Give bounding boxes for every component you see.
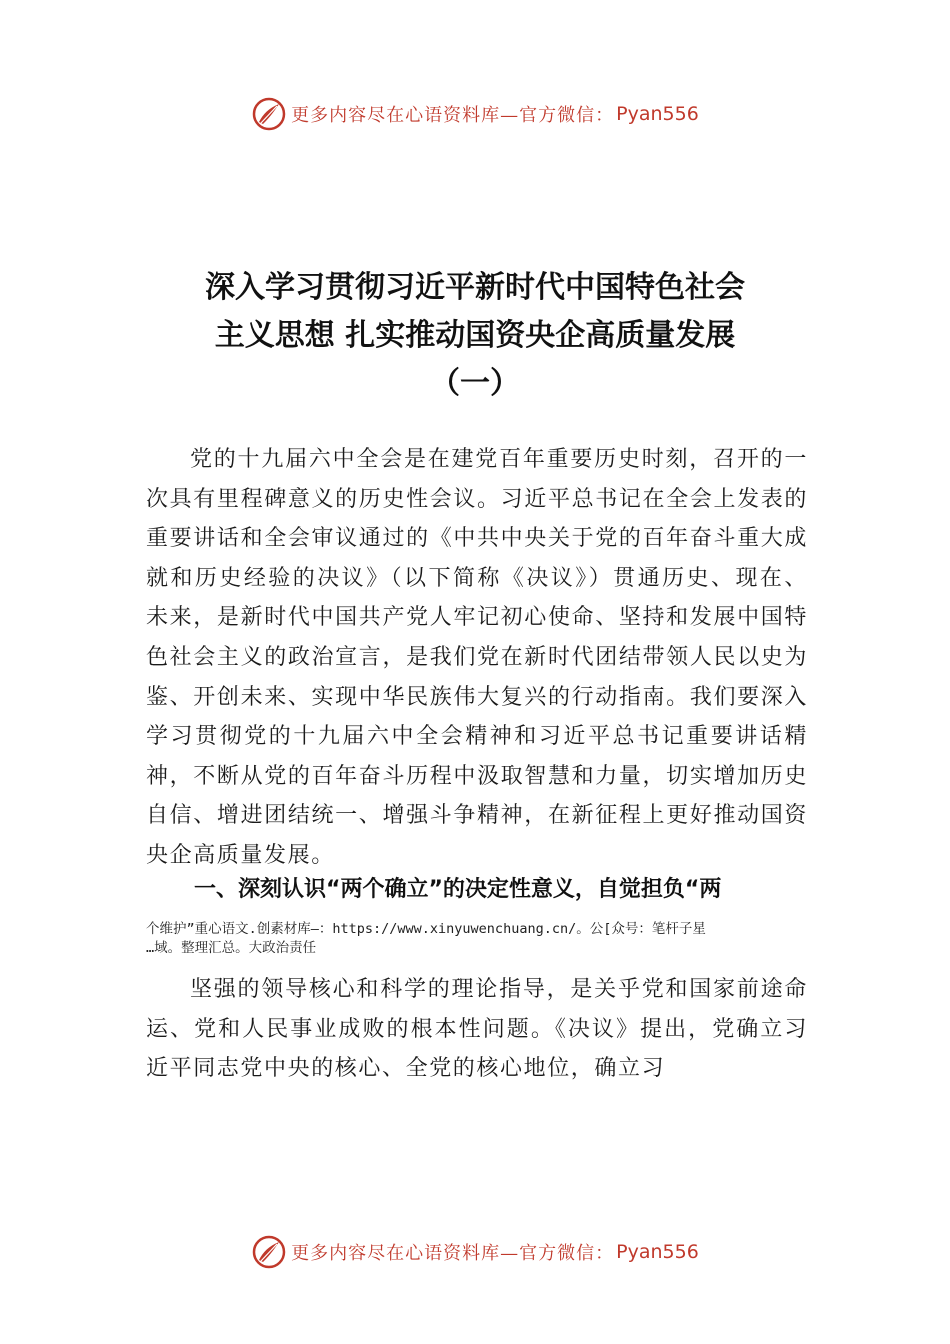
header-banner-id: Pyan556 [616,103,699,125]
watermark-note [146,920,836,958]
title-line-1: 深入学习贯彻习近平新时代中国特色社会 [205,270,745,305]
paragraph-2: 坚强的领导核心和科学的理论指导，是关乎党和国家前途命运、党和人民事业成败的根本性问题。《决议》提出，党确立习近平同志党中央的核心、全党的核心地位，确立习 [146,977,808,1082]
header-banner [0,94,950,134]
footer-banner [0,1232,950,1272]
footer-banner-text: 更多内容尽在心语资料库—官方微信： [291,1243,615,1264]
footer-banner-id: Pyan556 [616,1241,699,1263]
pen-logo-icon [251,96,287,132]
watermark-note-line-2: …域。整理汇总。大政治责任 [146,940,317,956]
title-line-3: （一） [430,366,520,401]
watermark-note-line-1: 个维护”重心语文.创素材库—：https://www.xinyuwenchuang.cn/。公[众号：笔杆子星 [146,921,706,937]
header-banner-text: 更多内容尽在心语资料库—官方微信： [291,105,615,126]
pen-logo-icon [251,1234,287,1270]
document-title [130,264,820,408]
section-heading-1: 一、深刻认识“两个确立”的决定性意义，自觉担负“两 [194,877,722,902]
title-line-2: 主义思想 扎实推动国资央企高质量发展 [214,318,736,353]
paragraph-1: 党的十九届六中全会是在建党百年重要历史时刻，召开的一次具有里程碑意义的历史性会议。习近平总书记在全会上发表的重要讲话和全会审议通过的《中共中央关于党的百年奋斗重大成就和历史经验的决议》（以下简称《决议》）贯通历史、现在、未来，是新时代中国共产党人牢记初心使命、坚持和发展中国特色社会主义的政治宣言，是我们党在新时代团结带领人民以史为鉴、开创未来、实现中华民族伟大复兴的行动指南。我们要深入学习贯彻党的十九届六中全会精神和习近平总书记重要讲话精神，不断从党的百年奋斗历程中汲取智慧和力量，切实增加历史自信、增进团结统一、增强斗争精神，在新征程上更好推动国资央企高质量发展。 [146,447,808,868]
